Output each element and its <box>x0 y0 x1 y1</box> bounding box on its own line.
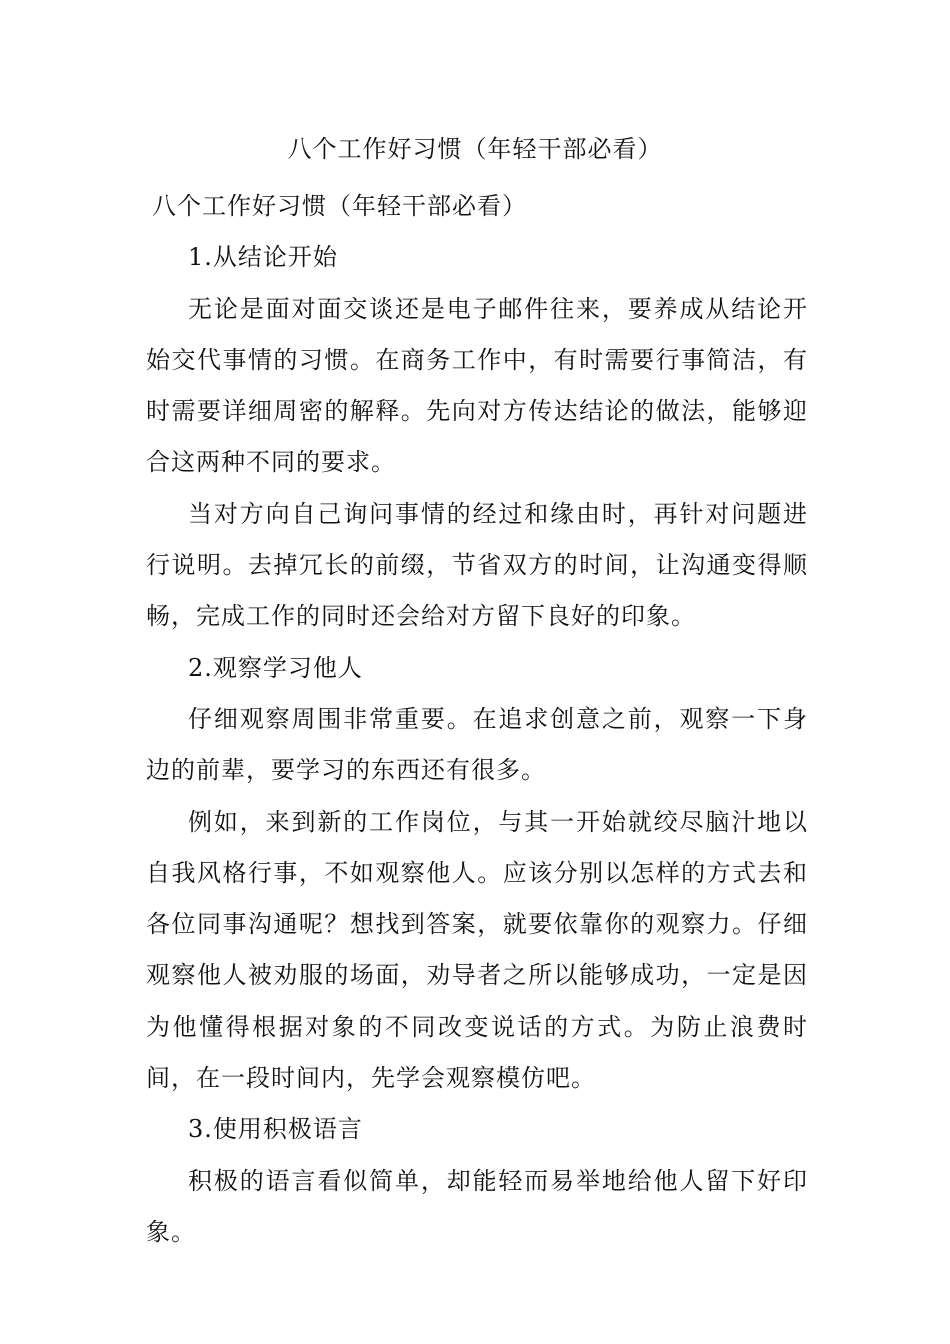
paragraph: 当对方向自己询问事情的经过和缘由时，再针对问题进行说明。去掉冗长的前缀，节省双方的时间，让沟通变得顺畅，完成工作的同时还会给对方留下良好的印象。 <box>146 499 808 631</box>
document-title: 八个工作好习惯（年轻干部必看） <box>287 135 663 163</box>
paragraph: 积极的语言看似简单，却能轻而易举地给他人留下好印象。 <box>146 1166 808 1246</box>
paragraph: 无论是面对面交谈还是电子邮件往来，要养成从结论开始交代事情的习惯。在商务工作中，有时需要行事简洁，有时需要详细周密的解释。先向对方传达结论的做法，能够迎合这两种不同的要求。 <box>146 294 808 477</box>
document-body <box>146 181 808 1258</box>
section-heading-2: 2.观察学习他人 <box>188 653 363 682</box>
section-heading-1: 1.从结论开始 <box>188 243 338 272</box>
section-heading-3: 3.使用积极语言 <box>188 1115 363 1144</box>
paragraph: 仔细观察周围非常重要。在追求创意之前，观察一下身边的前辈，要学习的东西还有很多。 <box>146 704 808 785</box>
paragraph: 例如，来到新的工作岗位，与其一开始就绞尽脑汁地以自我风格行事，不如观察他人。应该分别以怎样的方式去和各位同事沟通呢？想找到答案，就要依靠你的观察力。仔细观察他人被劝服的场面，劝导者之所以能够成功，一定是因为他懂得根据对象的不同改变说话的方式。为防止浪费时间，在一段时间内，先学会观察模仿吧。 <box>146 807 808 1093</box>
document-subtitle: 八个工作好习惯（年轻干部必看） <box>152 192 527 220</box>
